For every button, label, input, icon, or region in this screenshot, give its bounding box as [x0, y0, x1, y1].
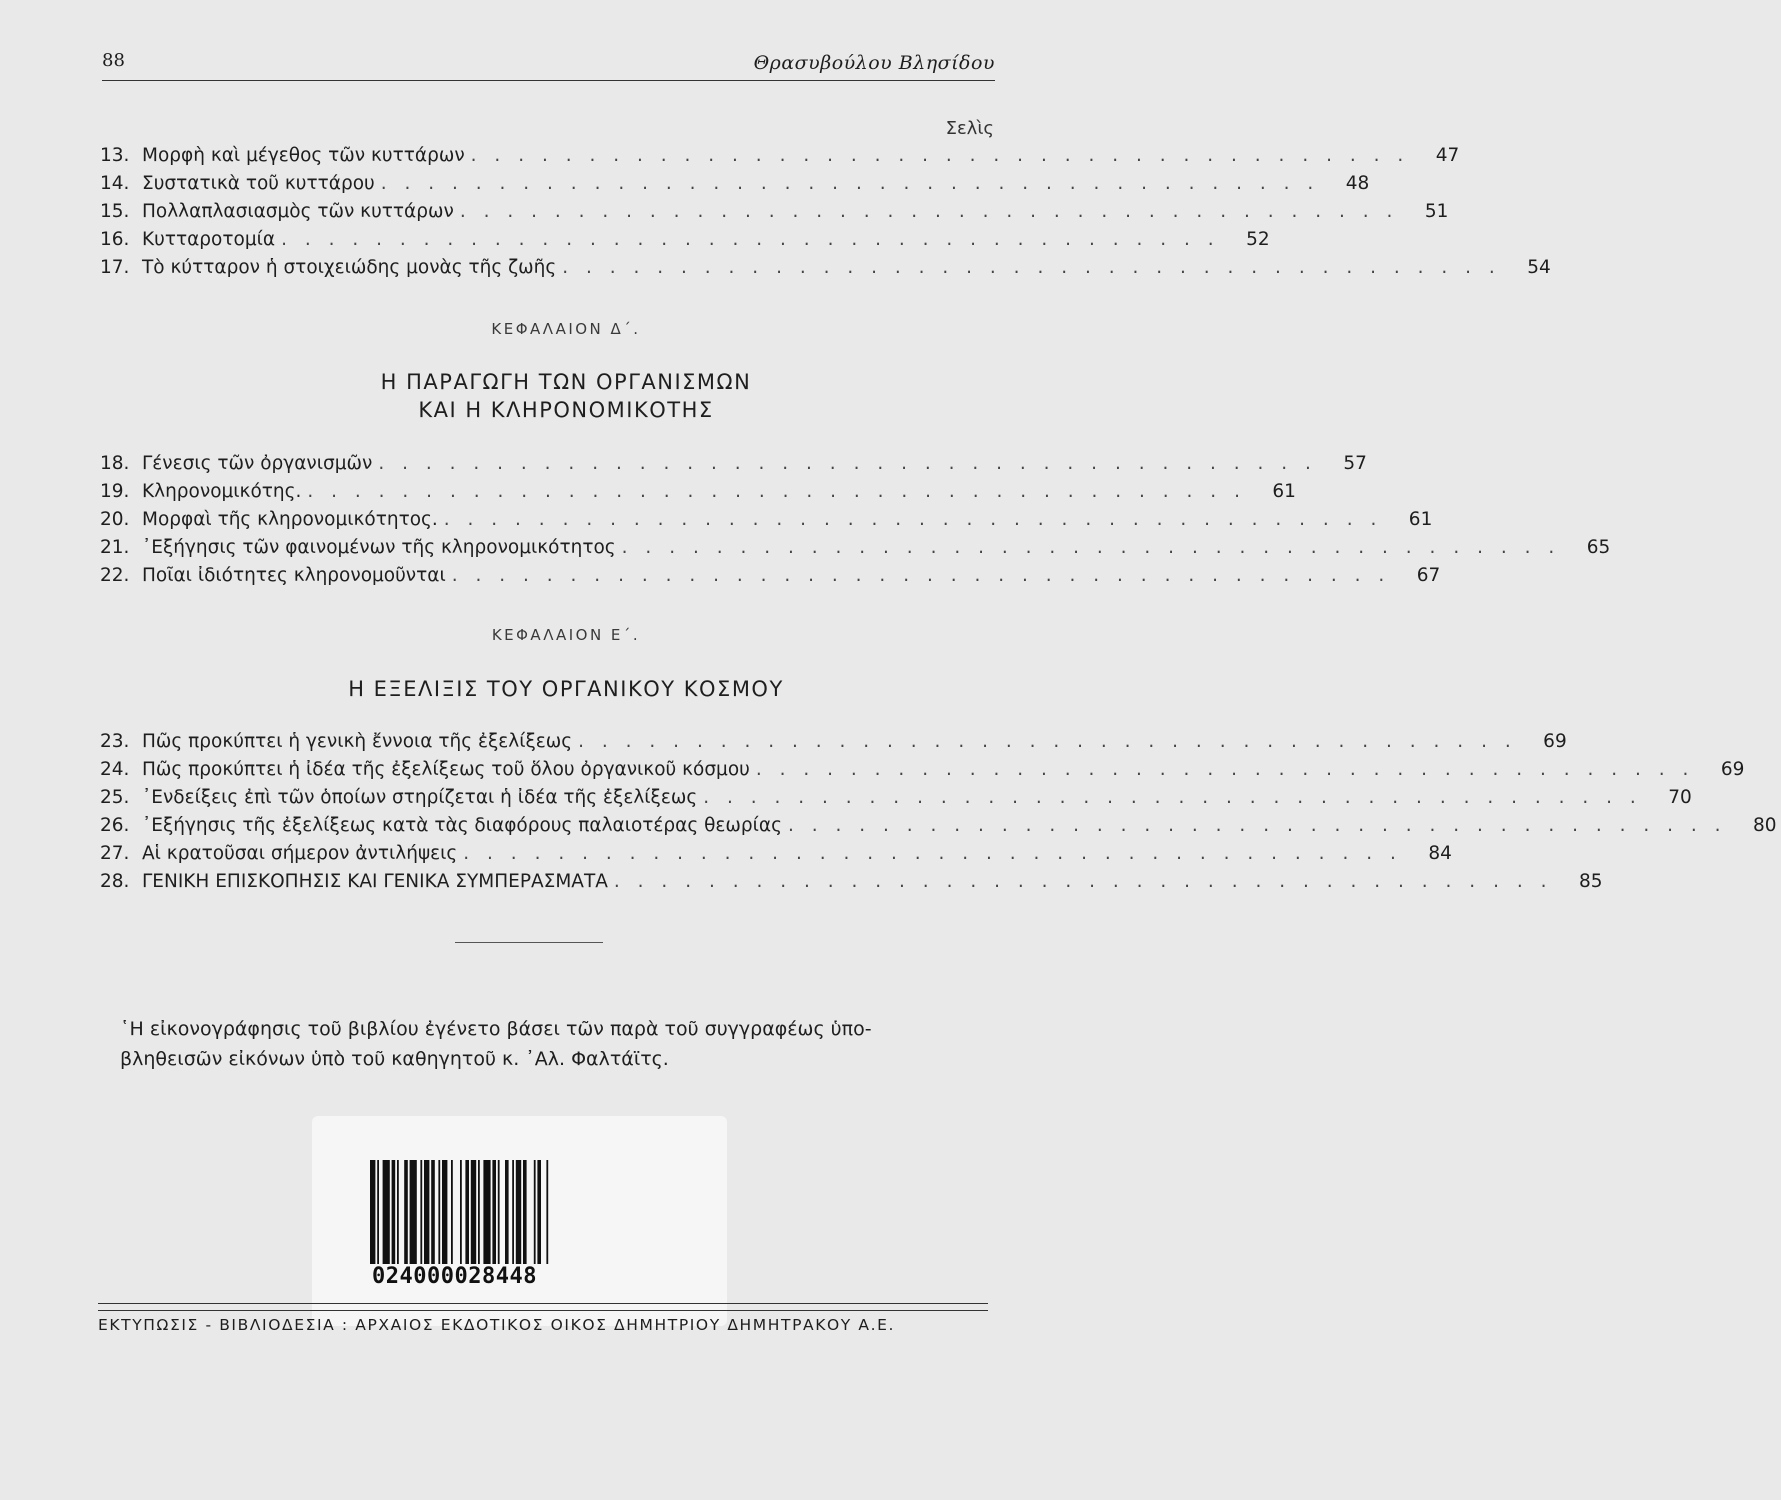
leader-dots: . . . . . . . . . . . . . . . . . . . . . . . . . . . . . . . . . . . . . . . . — [459, 201, 1399, 222]
toc-entry-title: Πῶς προκύπτει ἡ ἰδέα τῆς ἐξελίξεως τοῦ ὅλου ὀργανικοῦ κόσμου — [142, 759, 750, 780]
toc-entry-page: 85 — [1578, 871, 1603, 892]
toc-entry-number: 19. — [100, 481, 130, 502]
toc-entry-number: 28. — [100, 871, 130, 892]
toc-entry — [100, 474, 1296, 502]
running-title: Θρασυβούλου Βλησίδου — [753, 52, 995, 74]
printer-imprint: ΕΚΤΥΠΩΣΙΣ - ΒΙΒΛΙΟΔΕΣΙΑ : ΑΡΧΑΙΟΣ ΕΚΔΟΤΙΚΟΣ ΟΙΚΟΣ ΔΗΜΗΤΡΙΟΥ ΔΗΜΗΤΡΑΚΟΥ Α.Ε. — [98, 1316, 896, 1334]
toc-entry-number: 26. — [100, 815, 130, 836]
toc-entry-number: 13. — [100, 145, 130, 166]
toc-entry-number: 23. — [100, 731, 130, 752]
pages-column-label: Σελὶς — [945, 118, 994, 139]
leader-dots: . . . . . . . . . . . . . . . . . . . . . . . . . . . . . . . . . . . . . . . . — [703, 787, 1642, 808]
toc-entry-page: 69 — [1543, 731, 1567, 752]
toc-entry-title: Μορφὴ καὶ μέγεθος τῶν κυττάρων — [142, 145, 465, 166]
toc-entry — [100, 836, 1452, 864]
toc-entry-page: 70 — [1668, 787, 1692, 808]
leader-dots: . . . . . . . . . . . . . . . . . . . . . . . . . . . . . . . . . . . . . . . . — [443, 509, 1383, 530]
credit-line: βληθεισῶν εἰκόνων ὑπὸ τοῦ καθηγητοῦ κ. ᾿Αλ. Φαλτάϊτς. — [120, 1048, 669, 1070]
toc-list-cells — [100, 138, 1551, 278]
toc-entry — [100, 502, 1433, 530]
toc-entry-number: 27. — [100, 843, 130, 864]
leader-dots: . . . . . . . . . . . . . . . . . . . . . . . . . . . . . . . . . . . . . . . . — [755, 759, 1695, 780]
toc-entry-title: Μορφαὶ τῆς κληρονομικότητος. — [142, 509, 438, 530]
toc-entry-page: 52 — [1246, 229, 1270, 250]
toc-entry — [100, 558, 1441, 586]
leader-dots: . . . . . . . . . . . . . . . . . . . . . . . . . . . . . . . . . . . . . . . . — [307, 481, 1246, 502]
leader-dots: . . . . . . . . . . . . . . . . . . . . . . . . . . . . . . . . . . . . . . . . — [378, 453, 1317, 474]
barcode-icon — [370, 1160, 656, 1264]
toc-entry-page: 69 — [1720, 759, 1745, 780]
toc-entry — [100, 222, 1270, 250]
toc-entry — [100, 780, 1692, 808]
toc-entry-title: ᾿Εξήγησις τῆς ἐξελίξεως κατὰ τὰς διαφόρους παλαιοτέρας θεωρίας — [142, 815, 782, 836]
toc-entry-title: ᾿Εξήγησις τῶν φαινομένων τῆς κληρονομικότητος — [142, 537, 616, 558]
footer-double-rule — [98, 1303, 988, 1311]
page-number: 88 — [102, 50, 125, 71]
toc-entry-number: 15. — [100, 201, 130, 222]
toc-entry-page: 54 — [1527, 257, 1551, 278]
toc-entry-title: Κυτταροτομία — [142, 229, 276, 250]
toc-entry-page: 57 — [1343, 453, 1367, 474]
toc-entry-number: 14. — [100, 173, 130, 194]
toc-entry-page: 84 — [1428, 843, 1452, 864]
toc-entry-number: 16. — [100, 229, 130, 250]
leader-dots: . . . . . . . . . . . . . . . . . . . . . . . . . . . . . . . . . . . . . . . . — [787, 815, 1727, 836]
toc-entry-number: 17. — [100, 257, 130, 278]
leader-dots: . . . . . . . . . . . . . . . . . . . . . . . . . . . . . . . . . . . . . . . . — [281, 229, 1220, 250]
toc-entry — [100, 808, 1777, 836]
toc-entry-title: Πῶς προκύπτει ἡ γενικὴ ἔννοια τῆς ἐξελίξεως — [142, 731, 573, 752]
toc-entry-title: Γένεσις τῶν ὀργανισμῶν — [142, 453, 373, 474]
toc-entry — [100, 752, 1745, 780]
leader-dots: . . . . . . . . . . . . . . . . . . . . . . . . . . . . . . . . . . . . . . . . — [463, 843, 1402, 864]
toc-entry — [100, 194, 1449, 222]
toc-entry-number: 18. — [100, 453, 130, 474]
toc-entry-title: Ποῖαι ἰδιότητες κληρονομοῦνται — [142, 565, 446, 586]
leader-dots: . . . . . . . . . . . . . . . . . . . . . . . . . . . . . . . . . . . . . . . . — [451, 565, 1391, 586]
toc-entry — [100, 166, 1370, 194]
toc-entry — [100, 446, 1367, 474]
toc-entry-title: ΓΕΝΙΚΗ ΕΠΙΣΚΟΠΗΣΙΣ ΚΑΙ ΓΕΝΙΚΑ ΣΥΜΠΕΡΑΣΜΑΤΑ — [142, 871, 608, 892]
credit-line: ῾Η εἰκονογράφησις τοῦ βιβλίου ἐγένετο βάσει τῶν παρὰ τοῦ συγγραφέως ὑπο- — [120, 1018, 872, 1040]
toc-entry-page: 48 — [1345, 173, 1370, 194]
leader-dots: . . . . . . . . . . . . . . . . . . . . . . . . . . . . . . . . . . . . . . . . — [562, 257, 1501, 278]
leader-dots: . . . . . . . . . . . . . . . . . . . . . . . . . . . . . . . . . . . . . . . . — [380, 173, 1320, 194]
toc-entry — [100, 724, 1567, 752]
chapter-e-title: Η ΕΞΕΛΙΞΙΣ ΤΟΥ ΟΡΓΑΝΙΚΟΥ ΚΟΣΜΟΥ — [348, 677, 784, 701]
toc-entry-page: 67 — [1416, 565, 1441, 586]
toc-entry-number: 25. — [100, 787, 130, 808]
toc-entry-title: Συστατικὰ τοῦ κυττάρου — [142, 173, 375, 194]
toc-entry-title: Κληρονομικότης. — [142, 481, 302, 502]
chapter-d-label: ΚΕΦΑΛΑΙΟΝ Δ΄. — [491, 320, 641, 338]
toc-entry-page: 61 — [1272, 481, 1296, 502]
toc-entry — [100, 138, 1460, 166]
toc-entry-title: ᾿Ενδείξεις ἐπὶ τῶν ὁποίων στηρίζεται ἡ ἰδέα τῆς ἐξελίξεως — [142, 787, 698, 808]
leader-dots: . . . . . . . . . . . . . . . . . . . . . . . . . . . . . . . . . . . . . . . . — [578, 731, 1517, 752]
chapter-d-title-line1: Η ΠΑΡΑΓΩΓΗ ΤΩΝ ΟΡΓΑΝΙΣΜΩΝ — [380, 370, 752, 394]
toc-entry-title: Πολλαπλασιασμὸς τῶν κυττάρων — [142, 201, 454, 222]
leader-dots: . . . . . . . . . . . . . . . . . . . . . . . . . . . . . . . . . . . . . . . . — [470, 145, 1410, 166]
toc-entry-page: 51 — [1424, 201, 1449, 222]
leader-dots: . . . . . . . . . . . . . . . . . . . . . . . . . . . . . . . . . . . . . . . . — [613, 871, 1553, 892]
toc-entry-number: 24. — [100, 759, 130, 780]
toc-entry-page: 47 — [1435, 145, 1460, 166]
toc-entry-page: 61 — [1408, 509, 1433, 530]
toc-entry-title: Τὸ κύτταρον ἡ στοιχειώδης μονὰς τῆς ζωῆς — [142, 257, 557, 278]
toc-list-evolution — [100, 724, 1777, 892]
toc-entry-page: 80 — [1753, 815, 1777, 836]
toc-list-heredity — [100, 446, 1611, 586]
leader-dots: . . . . . . . . . . . . . . . . . . . . . . . . . . . . . . . . . . . . . . . . — [621, 537, 1561, 558]
illustration-credit — [120, 1014, 990, 1074]
toc-entry — [100, 250, 1551, 278]
toc-entry — [100, 864, 1603, 892]
toc-entry-page: 65 — [1586, 537, 1611, 558]
toc-entry-title: Αἱ κρατοῦσαι σήμερον ἀντιλήψεις — [142, 843, 458, 864]
toc-entry-number: 20. — [100, 509, 130, 530]
barcode-number: 024000028448 — [372, 1264, 537, 1289]
page-header — [102, 48, 995, 81]
toc-entry-number: 21. — [100, 537, 130, 558]
toc-entry-number: 22. — [100, 565, 130, 586]
chapter-e-label: ΚΕΦΑΛΑΙΟΝ Ε΄. — [491, 626, 641, 644]
section-divider — [455, 942, 603, 943]
chapter-d-title-line2: ΚΑΙ Η ΚΛΗΡΟΝΟΜΙΚΟΤΗΣ — [418, 398, 714, 422]
toc-entry — [100, 530, 1611, 558]
